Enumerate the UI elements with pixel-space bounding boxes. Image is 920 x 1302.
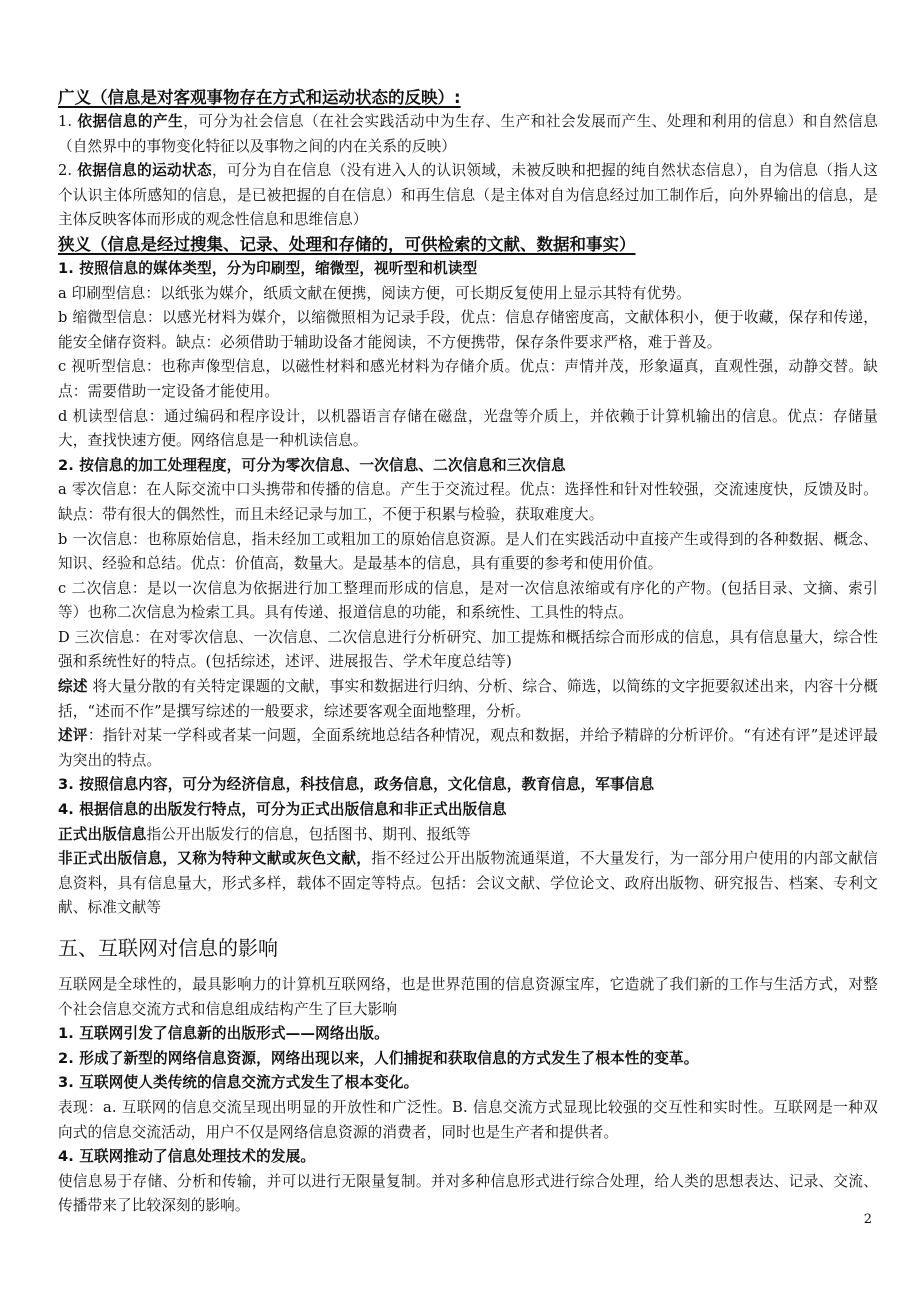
narrow-paragraph — [58, 773, 878, 798]
section-5-paragraph — [58, 1096, 878, 1145]
text-run: ，可分为社会信息（在社会实践活动中为生存、生产和社会发展而产生、处理和利用的信息）和自然信息（自然界中的事物变化特征以及事物之间的内在关系的反映） — [58, 113, 879, 155]
heading-broad-text: 广义（信息是对客观事物存在方式和运动状态的反映）: — [58, 88, 461, 107]
bold-text-run: 3. 按照信息内容，可分为经济信息，科技信息，政务信息，文化信息，教育信息，军事信息 — [58, 776, 655, 794]
heading-narrow-text: 狭义（信息是经过搜集、记录、处理和存储的，可供检索的文献、数据和事实） — [58, 234, 636, 254]
narrow-paragraph — [58, 675, 878, 724]
bold-text-run: 4. 根据信息的出版发行特点，可分为正式出版信息和非正式出版信息 — [58, 801, 507, 819]
section-5-paragraph — [58, 1022, 878, 1047]
bold-text-run: 依据信息的产生 — [77, 113, 184, 130]
text-run: a 零次信息：在人际交流中口头携带和传播的信息。产生于交流过程。优点：选择性和针对性较强，交流速度快，反馈及时。缺点：带有很大的偶然性，而且未经记录与加工，不便于积累与检验，获取难度大。 — [58, 481, 878, 523]
bold-text-run: 2. 按信息的加工处理程度，可分为零次信息、一次信息、二次信息和三次信息 — [58, 456, 566, 474]
text-run: 表现：a. 互联网的信息交流呈现出明显的开放性和广泛性。B. 信息交流方式显现比较强的交互性和实时性。互联网是一种双向式的信息交流活动，用户不仅是网络信息资源的消费者，同时也是生产者和提供者。 — [58, 1098, 878, 1141]
narrow-paragraph — [58, 823, 878, 848]
text-run: 使信息易于存储、分析和传输，并可以进行无限量复制。并对多种信息形式进行综合处理，给人类的思想表达、记录、交流、传播带来了比较深刻的影响。 — [58, 1172, 878, 1215]
narrow-classification-list — [58, 257, 878, 921]
section-5-paragraph — [58, 1170, 878, 1219]
section-5-title: 五、互联网对信息的影响 — [58, 936, 278, 960]
text-run: 1. — [58, 113, 78, 130]
text-run: ：指针对某一学科或者某一问题，全面系统地总结各种情况，观点和数据，并给予精辟的分析评价。“有述有评”是述评最为突出的特点。 — [58, 727, 878, 769]
section-5-paragraph — [58, 973, 878, 1022]
narrow-paragraph — [58, 626, 878, 675]
text-run: b 一次信息：也称原始信息，指未经加工或粗加工的原始信息资源。是人们在实践活动中直接产生或得到的各种数据、概念、知识、经验和总结。优点：价值高，数量大。是最基本的信息，具有重要的参考和使用价值。 — [58, 530, 878, 573]
narrow-paragraph — [58, 454, 878, 479]
text-run: b 缩微型信息：以感光材料为媒介，以缩微照相为记录手段，优点：信息存储密度高，文献体积小，便于收藏，保存和传递，能安全储存资料。缺点：必须借助于辅助设备才能阅读，不方便携带，保存条件要求严格，难于普及。 — [58, 309, 878, 351]
narrow-paragraph — [58, 528, 878, 577]
section-5-paragraph — [58, 1145, 878, 1170]
page-number: 2 — [863, 1212, 872, 1227]
bold-text-run: 述评 — [58, 727, 88, 745]
text-run: 2. — [58, 162, 78, 180]
bold-text-run: 非正式出版信息，又称为特种文献或灰色文献， — [58, 850, 372, 868]
bold-text-run: 1. 互联网引发了信息新的出版形式——网络出版。 — [58, 1025, 389, 1043]
broad-paragraph — [58, 159, 878, 233]
narrow-paragraph — [58, 306, 878, 355]
bold-text-run: 4. 互联网推动了信息处理技术的发展。 — [58, 1148, 316, 1166]
text-run: 互联网是全球性的，最具影响力的计算机互联网络，也是世界范围的信息资源宝库，它造就了我们新的工作与生活方式，对整个社会信息交流方式和信息组成结构产生了巨大影响 — [58, 976, 878, 1018]
bold-text-run: 3. 互联网使人类传统的信息交流方式发生了根本变化。 — [58, 1074, 419, 1092]
broad-paragraph — [58, 110, 878, 159]
narrow-paragraph — [58, 355, 878, 404]
section-5-paragraph — [58, 1071, 878, 1096]
bold-text-run: 综述 — [58, 678, 88, 696]
narrow-paragraph — [58, 724, 878, 773]
text-run: D 三次信息：在对零次信息、一次信息、二次信息进行分析研究、加工提炼和概括综合而形成的信息，具有信息量大，综合性强和系统性好的特点。(包括综述，述评、进展报告、学术年度总结等) — [58, 628, 878, 671]
text-run: ，可分为自在信息（没有进入人的认识领域，未被反映和把握的纯自然状态信息），自为信息（指人这个认识主体所感知的信息，是已被把握的自在信息）和再生信息（是主体对自为信息经过加工制作后，向外界输出的信息，是主体反映客体而形成的观念性信息和思维信息） — [58, 162, 878, 229]
narrow-paragraph — [58, 577, 878, 626]
heading-narrow-definition — [58, 233, 878, 257]
broad-classification-list — [58, 110, 878, 233]
text-run: c 二次信息：是以一次信息为依据进行加工整理而形成的信息，是对一次信息浓缩或有序化的产物。(包括目录、文摘、索引等）也称二次信息为检索工具。具有传递、报道信息的功能，和系统性、工具性的特点。 — [58, 579, 878, 622]
text-run: a 印刷型信息：以纸张为媒介，纸质文献在便携，阅读方便，可长期反复使用上显示其特有优势。 — [58, 284, 691, 302]
narrow-paragraph — [58, 282, 878, 307]
text-run: d 机读型信息：通过编码和程序设计，以机器语言存储在磁盘，光盘等介质上，并依赖于计算机输出的信息。优点：存储量大，查找快速方便。网络信息是一种机读信息。 — [58, 407, 878, 450]
narrow-paragraph — [58, 405, 878, 454]
bold-text-run: 依据信息的运动状态 — [77, 162, 212, 180]
heading-broad-definition — [58, 86, 878, 110]
bold-text-run: 正式出版信息 — [58, 825, 147, 843]
narrow-paragraph — [58, 478, 878, 527]
narrow-paragraph — [58, 257, 878, 282]
text-run: c 视听型信息：也称声像型信息，以磁性材料和感光材料为存储介质。优点：声情并茂，形象逼真，直观性强，动静交替。缺点：需要借助一定设备才能使用。 — [58, 358, 878, 400]
text-run: 指公开出版发行的信息，包括图书、期刊、报纸等 — [146, 825, 471, 843]
narrow-paragraph — [58, 798, 878, 823]
bold-text-run: 1. 按照信息的媒体类型，分为印刷型，缩微型，视听型和机读型 — [58, 259, 478, 277]
text-run: 指不经过公开出版物流通渠道，不大量发行，为一部分用户使用的内部文献信息资料，具有信息量大，形式多样，载体不固定等特点。包括：会议文献、学位论文、政府出版物、研究报告、档案、专利文献、标准文献等 — [58, 850, 878, 917]
narrow-paragraph — [58, 847, 878, 921]
section-5-paragraph — [58, 1047, 878, 1072]
section-5-body — [58, 973, 878, 1219]
bold-text-run: 2. 形成了新型的网络信息资源，网络出现以来，人们捕捉和获取信息的方式发生了根本性的变革。 — [58, 1049, 699, 1067]
text-run: 将大量分散的有关特定课题的文献，事实和数据进行归纳、分析、综合、筛选，以简练的文字扼要叙述出来，内容十分概括，“述而不作”是撰写综述的一般要求，综述要客观全面地整理，分析。 — [58, 678, 878, 720]
